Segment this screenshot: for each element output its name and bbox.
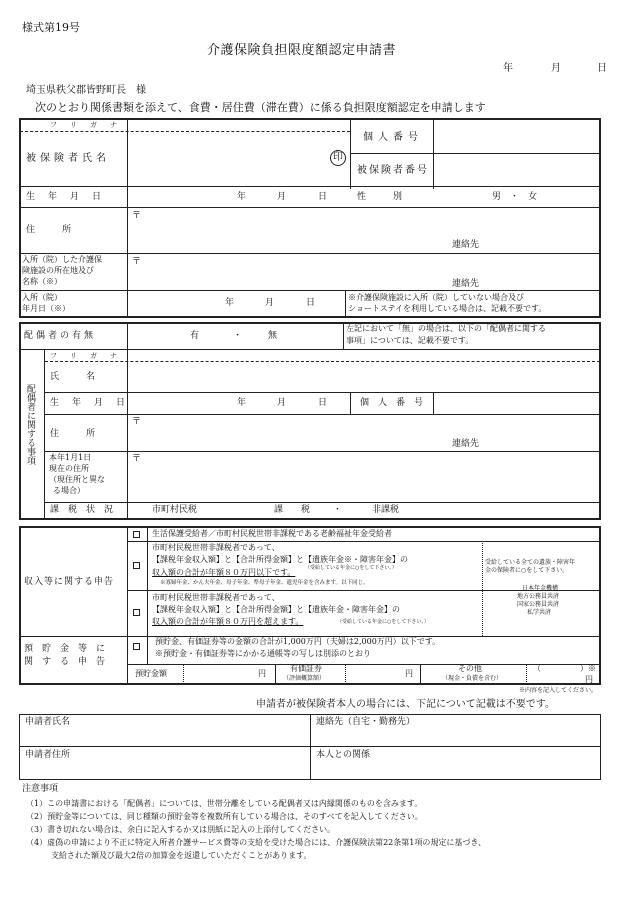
admission-month-label: 月	[265, 298, 275, 308]
admission-day-label: 日	[306, 298, 316, 308]
date-year-label: 年	[503, 63, 513, 74]
facility-postal-mark: 〒	[132, 257, 142, 267]
applicant-furigana-label: フ リ ガ ナ	[50, 121, 120, 129]
other-paren-close: ）※	[580, 664, 596, 673]
sex-label: 性 別	[357, 192, 403, 202]
note-4a: （4）虚偽の申請により不正に特定入所者介護サービス費等の支給を受けた場合には、介護保険法第22条第1項の規定に基づき、	[26, 838, 487, 847]
jan1-label-3: （現住所と異な	[49, 475, 105, 484]
addressee: 埼玉県秩父郡皆野町長 様	[26, 85, 146, 96]
contact-label: 連絡先	[452, 240, 480, 250]
other-yen: 円	[585, 675, 593, 684]
income-option-3-line2: 【課税年金収入額】と【合計所得金額】と【遺族年金・障害年金】の	[152, 605, 400, 614]
other-label: その他	[458, 664, 482, 673]
deposit-label: 預貯金額	[135, 669, 167, 678]
seal-mark: 印	[330, 150, 346, 166]
pension-insurer-1[interactable]: 日本年金機構	[522, 585, 559, 592]
spouse-separator: ・	[233, 331, 243, 341]
income-option-1-text: 生活保護受給者／市町村民税世帯非課税である老齢福祉年金受給者	[152, 529, 392, 538]
proxy-contact-field[interactable]	[313, 730, 598, 744]
form-title: 介護保険負担限度額認定申請書	[207, 43, 397, 58]
proxy-note: 申請者が被保険者本人の場合には、下記について記載は不要です。	[256, 699, 555, 710]
spouse-note-1: 左記において「無」の場合は、以下の「配偶者に関する	[346, 324, 546, 333]
savings-line-1: 預貯金、有価証券等の金額の合計が1,000万円（夫婦は2,000万円）以下です。	[155, 637, 441, 646]
spouse-presence-label: 配偶者の有無	[24, 331, 97, 341]
spouse-birth-year: 年	[237, 398, 247, 408]
proxy-address-field[interactable]	[22, 763, 307, 777]
birth-date-label: 生 年 月 日	[26, 192, 104, 202]
proxy-contact-label: 連絡先（自宅・勤務先）	[316, 717, 416, 727]
admission-year-label: 年	[225, 298, 235, 308]
tax-exempt-option[interactable]: 非課税	[372, 505, 400, 515]
note-1: （1）この申請書における「配偶者」については、世帯分離をしている配偶者又は内縁関係のものを含みます。	[26, 799, 423, 808]
admission-label-2: 年月日（※）	[22, 304, 70, 313]
income-option-3-small-note: （受給している年金に○をして下さい。）	[337, 619, 429, 625]
sex-options[interactable]: 男 ・ 女	[492, 192, 538, 202]
income-option-2-line1: 市町村民税世帯非課税者であって、	[152, 543, 280, 552]
securities-sub: （評価概算額）	[283, 675, 326, 682]
spouse-name-label: 氏 名	[50, 372, 96, 382]
postal-mark: 〒	[132, 211, 142, 221]
tax-taxed-option[interactable]: 課 税	[274, 505, 311, 515]
tax-municipal: 市町村民税	[152, 505, 198, 515]
applicant-name-label: 被保険者氏名	[26, 153, 110, 164]
income-option-2-small-note: （受給している年金に○をして下さい。）	[305, 565, 397, 571]
jan1-address-field[interactable]	[140, 453, 595, 500]
date-day-label: 日	[597, 63, 607, 74]
jan1-postal-mark: 〒	[132, 454, 142, 464]
facility-label-2: 険施設の所在地及び	[22, 266, 94, 275]
proxy-relation-field[interactable]	[313, 763, 598, 777]
facility-contact-label: 連絡先	[452, 279, 480, 289]
income-option-3-checkbox[interactable]	[133, 609, 140, 616]
savings-label-1: 預 貯 金 等 に	[24, 644, 106, 654]
income-option-2-line3: 収入額の合計が年額８０万円以下です。	[152, 568, 296, 577]
income-option-3-line3: 収入額の合計が年額８０万円を超えます。	[152, 617, 304, 626]
facility-note-1: ※介護保険施設に入所（院）していない場合及び	[348, 293, 524, 302]
pension-side-note-1: 受給している全ての遺族・障害年	[485, 559, 576, 566]
facility-note-2: ショートステイを利用している場合は、記載不要です。	[348, 304, 547, 313]
deposit-amount-field[interactable]	[185, 666, 255, 683]
income-option-1-checkbox[interactable]	[133, 531, 140, 538]
income-label: 収入等に関する申告	[24, 577, 115, 587]
spouse-address-label: 住 所	[50, 429, 96, 439]
spouse-name-field[interactable]	[128, 362, 598, 391]
form-number: 様式第19号	[22, 21, 80, 34]
facility-label-1: 入所（院）した介護保	[22, 255, 102, 264]
tax-separator: ・	[333, 505, 343, 515]
pension-insurer-3[interactable]: 国家公務員共済	[517, 601, 560, 608]
securities-label: 有価証券	[290, 664, 322, 673]
personal-number-label: 個人番号	[363, 132, 423, 143]
admission-label-1: 入所（院）	[22, 293, 62, 302]
securities-amount-field[interactable]	[347, 666, 402, 683]
jan1-label-4: る場合）	[53, 486, 85, 495]
proxy-address-label: 申請者住所	[25, 750, 71, 760]
spouse-contact-label: 連絡先	[452, 439, 480, 449]
income-option-3-line1: 市町村民税世帯非課税者であって、	[152, 593, 280, 602]
proxy-relation-label: 本人との関係	[316, 750, 371, 760]
jan1-label-1: 本年1月1日	[49, 453, 92, 462]
other-amount-field[interactable]	[528, 676, 583, 684]
income-option-2-footnote: ※寡婦年金、かん夫年金、母子年金、準母子年金、遺児年金を含みます。以下同じ。	[160, 580, 369, 586]
pension-insurer-4[interactable]: 私学共済	[527, 609, 552, 616]
intro-text: 次のとおり関係書類を添えて、食費・居住費（滞在費）に係る負担限度額認定を申請します	[35, 101, 486, 114]
spouse-birth-label: 生 年 月 日	[50, 398, 128, 408]
spouse-personal-number-field[interactable]	[434, 393, 599, 413]
income-option-2-line2: 【課税年金収入額】と【合計所得金額】と【遺族年金※・障害年金】の	[152, 555, 408, 564]
address-label: 住 所	[26, 225, 72, 235]
spouse-personal-number-label: 個 人 番 号	[360, 398, 424, 408]
savings-line-2: ※預貯金・有価証券等にかかる通帳等の写しは別添のとおり	[155, 649, 371, 658]
spouse-yes-option[interactable]: 有	[190, 331, 200, 341]
spouse-section-label: 配偶者に関する事項	[25, 384, 35, 465]
spouse-birth-month: 月	[277, 398, 287, 408]
other-sub: （現金・負債を含む）	[442, 675, 503, 682]
spouse-birth-day: 日	[318, 398, 328, 408]
facility-label-3: 名称（※）	[22, 277, 62, 286]
pension-insurer-2[interactable]: 地方公務員共済	[517, 593, 560, 600]
spouse-no-option[interactable]: 無	[268, 331, 278, 341]
savings-checkbox[interactable]	[133, 643, 140, 650]
facility-field[interactable]	[140, 256, 595, 288]
note-2: （2）預貯金等については、同じ種類の預貯金等を複数所有している場合は、そのすべてを記入してください。	[26, 812, 423, 821]
personal-number-field[interactable]	[434, 120, 599, 152]
spouse-postal-mark: 〒	[132, 417, 142, 427]
savings-footnote: ※内容を記入してください。	[519, 687, 598, 694]
birth-day-label: 日	[318, 192, 328, 202]
insured-number-label: 被保険者番号	[357, 165, 429, 176]
proxy-name-field[interactable]	[22, 730, 307, 744]
note-4b: 支給された額及び最大2倍の加算金を返還していただくことがあります。	[51, 851, 312, 860]
notes-heading: 注意事項	[22, 784, 59, 794]
spouse-furigana-label: フ リ ガ ナ	[50, 352, 120, 360]
tax-status-label: 課 税 状 況	[50, 505, 114, 515]
proxy-name-label: 申請者氏名	[25, 717, 71, 727]
pension-side-note-2: 金の保険者に○をして下さい。	[485, 567, 569, 574]
income-option-2-checkbox[interactable]	[133, 562, 140, 569]
jan1-label-2: 現在の住所	[49, 464, 89, 473]
spouse-note-2: 事項」については、記載不要です。	[346, 336, 474, 345]
birth-year-label: 年	[237, 192, 247, 202]
date-month-label: 月	[551, 63, 561, 74]
securities-yen: 円	[405, 669, 413, 678]
savings-label-2: 関 す る 申 告	[24, 657, 106, 667]
note-3: （3）書き切れない場合は、余白に記入するか又は別紙に記入の上添付してください。	[26, 825, 336, 834]
birth-month-label: 月	[277, 192, 287, 202]
insured-number-field[interactable]	[434, 154, 599, 185]
spouse-address-field[interactable]	[140, 416, 595, 449]
address-field[interactable]	[140, 210, 595, 250]
applicant-name-field[interactable]	[128, 133, 348, 185]
other-paren-open: （	[533, 664, 541, 673]
deposit-yen: 円	[258, 669, 266, 678]
